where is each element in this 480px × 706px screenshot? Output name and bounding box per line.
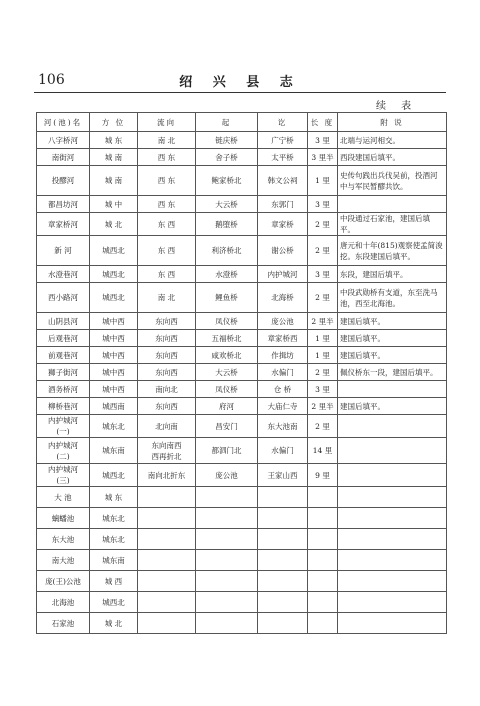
start-cell xyxy=(196,487,258,508)
table-row xyxy=(37,313,447,330)
start-cell: 鲍家桥北 xyxy=(196,166,258,196)
note-cell: 中段通过石家池，建国后填平。 xyxy=(338,213,447,236)
length-cell: 9 里 xyxy=(308,464,338,487)
direction-cell: 城 北 xyxy=(90,613,138,634)
end-cell xyxy=(258,571,308,592)
header-rule xyxy=(34,92,446,93)
end-cell xyxy=(258,613,308,634)
direction-cell: 城 东 xyxy=(90,487,138,508)
flow-cell: 南向北折东 xyxy=(138,464,196,487)
flow-cell: 西 东 xyxy=(138,166,196,196)
river-name-cell: 东大池 xyxy=(37,529,90,550)
direction-cell: 城中西 xyxy=(90,381,138,398)
column-header: 河(池)名 xyxy=(37,113,90,132)
direction-cell: 城 南 xyxy=(90,166,138,196)
end-cell: 北海桥 xyxy=(258,283,308,313)
end-cell: 王家山西 xyxy=(258,464,308,487)
direction-cell: 城西北 xyxy=(90,592,138,613)
note-cell: 东段，建国后填平。 xyxy=(338,266,447,283)
length-cell xyxy=(308,613,338,634)
flow-cell xyxy=(138,508,196,529)
note-cell: 建国后填平。 xyxy=(338,313,447,330)
end-cell xyxy=(258,550,308,571)
direction-cell: 城 北 xyxy=(90,213,138,236)
start-cell xyxy=(196,550,258,571)
length-cell: 1 里 xyxy=(308,347,338,364)
river-name-cell: 后观巷河 xyxy=(37,330,90,347)
column-header: 长 度 xyxy=(308,113,338,132)
river-table xyxy=(36,112,447,634)
end-cell: 仓 桥 xyxy=(258,381,308,398)
table-row xyxy=(37,330,447,347)
table-row xyxy=(37,236,447,266)
column-header: 讫 xyxy=(258,113,308,132)
river-name-cell: 西小路河 xyxy=(37,283,90,313)
end-cell: 广宁桥 xyxy=(258,132,308,149)
start-cell: 都泗门北 xyxy=(196,438,258,464)
note-cell: 建国后填平。 xyxy=(338,398,447,415)
direction-cell: 城西北 xyxy=(90,283,138,313)
note-cell xyxy=(338,196,447,213)
table-row xyxy=(37,487,447,508)
direction-cell: 城东北 xyxy=(90,508,138,529)
direction-cell: 城中西 xyxy=(90,313,138,330)
start-cell: 水澄桥 xyxy=(196,266,258,283)
table-body xyxy=(37,132,447,634)
table-row xyxy=(37,196,447,213)
table-row xyxy=(37,415,447,438)
flow-cell: 东向西 xyxy=(138,313,196,330)
direction-cell: 城西北 xyxy=(90,464,138,487)
flow-cell: 东 西 xyxy=(138,236,196,266)
start-cell: 大云桥 xyxy=(196,196,258,213)
river-name-cell: 北海池 xyxy=(37,592,90,613)
table-row xyxy=(37,347,447,364)
note-cell: 北端与运河相交。 xyxy=(338,132,447,149)
length-cell xyxy=(308,592,338,613)
note-cell: 史传句践出兵伐吴前，投酒河中与军民暂醪共饮。 xyxy=(338,166,447,196)
start-cell: 庞公池 xyxy=(196,464,258,487)
start-cell xyxy=(196,613,258,634)
start-cell: 府河 xyxy=(196,398,258,415)
note-cell xyxy=(338,464,447,487)
end-cell: 太平桥 xyxy=(258,149,308,166)
table-row xyxy=(37,508,447,529)
end-cell xyxy=(258,529,308,550)
end-cell: 庞公池 xyxy=(258,313,308,330)
direction-cell: 城 南 xyxy=(90,149,138,166)
table-row xyxy=(37,464,447,487)
flow-cell xyxy=(138,550,196,571)
direction-cell: 城 西 xyxy=(90,571,138,592)
river-name-cell: 八字桥河 xyxy=(37,132,90,149)
river-name-cell: 螭蟠池 xyxy=(37,508,90,529)
start-cell: 鹅堕桥 xyxy=(196,213,258,236)
river-name-cell: 水澄巷河 xyxy=(37,266,90,283)
length-cell: 14 里 xyxy=(308,438,338,464)
length-cell xyxy=(308,508,338,529)
start-cell xyxy=(196,508,258,529)
river-name-cell: 章家桥河 xyxy=(37,213,90,236)
direction-cell: 城中西 xyxy=(90,347,138,364)
river-name-cell: 内护城河 (三) xyxy=(37,464,90,487)
river-name-cell: 都昌坊河 xyxy=(37,196,90,213)
length-cell: 2 里 xyxy=(308,283,338,313)
river-name-cell: 狮子街河 xyxy=(37,364,90,381)
direction-cell: 城东北 xyxy=(90,529,138,550)
start-cell xyxy=(196,529,258,550)
river-name-cell: 庞(王)公池 xyxy=(37,571,90,592)
flow-cell: 北向南 xyxy=(138,415,196,438)
flow-cell: 东向西 xyxy=(138,398,196,415)
note-cell: 唐元和十年(815)观察使孟简浚挖。东段建国后填平。 xyxy=(338,236,447,266)
river-name-cell: 前观巷河 xyxy=(37,347,90,364)
table-row xyxy=(37,529,447,550)
flow-cell: 南向北 xyxy=(138,381,196,398)
note-cell xyxy=(338,415,447,438)
length-cell: 3 里 xyxy=(308,381,338,398)
direction-cell: 城东南 xyxy=(90,550,138,571)
length-cell: 1 里 xyxy=(308,166,338,196)
page-number: 106 xyxy=(38,72,65,88)
flow-cell: 东向西 xyxy=(138,364,196,381)
end-cell: 作揖坊 xyxy=(258,347,308,364)
end-cell: 东郭门 xyxy=(258,196,308,213)
flow-cell xyxy=(138,613,196,634)
length-cell: 2 里半 xyxy=(308,398,338,415)
flow-cell: 南 北 xyxy=(138,132,196,149)
river-name-cell: 大 池 xyxy=(37,487,90,508)
start-cell: 利济桥北 xyxy=(196,236,258,266)
table-row xyxy=(37,149,447,166)
river-name-cell: 石家池 xyxy=(37,613,90,634)
end-cell: 水偏门 xyxy=(258,364,308,381)
flow-cell xyxy=(138,529,196,550)
flow-cell: 东向南西 西再折北 xyxy=(138,438,196,464)
end-cell: 谢公桥 xyxy=(258,236,308,266)
flow-cell xyxy=(138,487,196,508)
length-cell: 3 里 xyxy=(308,196,338,213)
start-cell: 昌安门 xyxy=(196,415,258,438)
end-cell: 大庙仁寺 xyxy=(258,398,308,415)
start-cell: 咸欢桥北 xyxy=(196,347,258,364)
table-row xyxy=(37,438,447,464)
end-cell: 章家桥西 xyxy=(258,330,308,347)
river-name-cell: 内护城河 (二) xyxy=(37,438,90,464)
flow-cell xyxy=(138,571,196,592)
start-cell: 凤仪桥 xyxy=(196,381,258,398)
start-cell xyxy=(196,592,258,613)
table-row xyxy=(37,283,447,313)
direction-cell: 城中西 xyxy=(90,330,138,347)
start-cell xyxy=(196,571,258,592)
note-cell xyxy=(338,487,447,508)
note-cell xyxy=(338,571,447,592)
table-row xyxy=(37,550,447,571)
table-row xyxy=(37,364,447,381)
length-cell xyxy=(308,571,338,592)
length-cell: 1 里 xyxy=(308,330,338,347)
length-cell: 2 里 xyxy=(308,415,338,438)
length-cell: 2 里 xyxy=(308,213,338,236)
end-cell xyxy=(258,592,308,613)
table-row xyxy=(37,132,447,149)
note-cell xyxy=(338,550,447,571)
length-cell: 2 里 xyxy=(308,236,338,266)
note-cell xyxy=(338,438,447,464)
table-row xyxy=(37,592,447,613)
direction-cell: 城东北 xyxy=(90,415,138,438)
table-row xyxy=(37,398,447,415)
start-cell: 大云桥 xyxy=(196,364,258,381)
length-cell: 3 里 xyxy=(308,132,338,149)
flow-cell: 西 东 xyxy=(138,149,196,166)
river-name-cell: 内护城河 (一) xyxy=(37,415,90,438)
note-cell: 建国后填平。 xyxy=(338,347,447,364)
flow-cell: 东 西 xyxy=(138,213,196,236)
river-name-cell: 新 河 xyxy=(37,236,90,266)
flow-cell: 西 东 xyxy=(138,196,196,213)
table-row xyxy=(37,213,447,236)
river-name-cell: 柳桥巷河 xyxy=(37,398,90,415)
book-title: 绍 兴 县 志 xyxy=(179,75,301,90)
column-header: 附 说 xyxy=(338,113,447,132)
flow-cell xyxy=(138,592,196,613)
river-name-cell: 投醪河 xyxy=(37,166,90,196)
end-cell: 东大池南 xyxy=(258,415,308,438)
table-row xyxy=(37,166,447,196)
end-cell xyxy=(258,508,308,529)
length-cell xyxy=(308,550,338,571)
table-row xyxy=(37,613,447,634)
river-name-cell: 南大池 xyxy=(37,550,90,571)
length-cell xyxy=(308,529,338,550)
direction-cell: 城西北 xyxy=(90,266,138,283)
table-header-row xyxy=(37,113,447,132)
length-cell: 3 里 xyxy=(308,266,338,283)
end-cell xyxy=(258,487,308,508)
end-cell: 水偏门 xyxy=(258,438,308,464)
column-header: 起 xyxy=(196,113,258,132)
length-cell: 3 里半 xyxy=(308,149,338,166)
note-cell: 建国后填平。 xyxy=(338,330,447,347)
length-cell xyxy=(308,487,338,508)
note-cell: 佩仪桥东一段，建国后填平。 xyxy=(338,364,447,381)
table-row xyxy=(37,571,447,592)
start-cell: 舍子桥 xyxy=(196,149,258,166)
end-cell: 韩文公祠 xyxy=(258,166,308,196)
note-cell xyxy=(338,508,447,529)
end-cell: 章家桥 xyxy=(258,213,308,236)
direction-cell: 城 中 xyxy=(90,196,138,213)
river-name-cell: 南街河 xyxy=(37,149,90,166)
note-cell xyxy=(338,381,447,398)
length-cell: 2 里 xyxy=(308,364,338,381)
note-cell: 中段武勋桥有支道，东至洗马池，西至北海池。 xyxy=(338,283,447,313)
direction-cell: 城 东 xyxy=(90,132,138,149)
note-cell xyxy=(338,529,447,550)
direction-cell: 城东南 xyxy=(90,438,138,464)
flow-cell: 东向西 xyxy=(138,330,196,347)
table-row xyxy=(37,381,447,398)
end-cell: 内护城河 xyxy=(258,266,308,283)
table-row xyxy=(37,266,447,283)
direction-cell: 城中西 xyxy=(90,364,138,381)
start-cell: 五福桥北 xyxy=(196,330,258,347)
start-cell: 凤仪桥 xyxy=(196,313,258,330)
note-cell xyxy=(338,592,447,613)
column-header: 流向 xyxy=(138,113,196,132)
length-cell: 2 里半 xyxy=(308,313,338,330)
river-name-cell: 山阴县河 xyxy=(37,313,90,330)
flow-cell: 南 北 xyxy=(138,283,196,313)
note-cell: 西段建国后填平。 xyxy=(338,149,447,166)
flow-cell: 东向西 xyxy=(138,347,196,364)
continued-label: 续 表 xyxy=(376,101,418,112)
column-header: 方 位 xyxy=(90,113,138,132)
start-cell: 鲤鱼桥 xyxy=(196,283,258,313)
river-name-cell: 酒务桥河 xyxy=(37,381,90,398)
flow-cell: 东 西 xyxy=(138,266,196,283)
start-cell: 链庆桥 xyxy=(196,132,258,149)
direction-cell: 城西北 xyxy=(90,236,138,266)
note-cell xyxy=(338,613,447,634)
direction-cell: 城西南 xyxy=(90,398,138,415)
